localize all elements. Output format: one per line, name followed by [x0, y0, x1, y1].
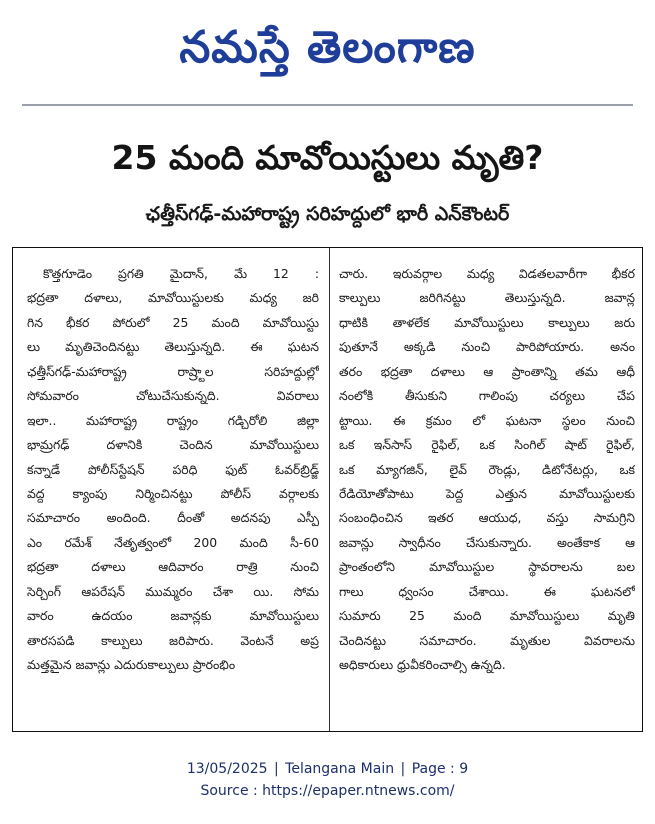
article-text-line: రేడియోతోపాటు పెద్ద ఎత్తున మావోయిస్టులకు [339, 485, 635, 501]
footer-separator: | [274, 761, 279, 777]
article-text-line: చారు. ఇరువర్గాల మధ్య విడతలవారీగా భీకర [339, 266, 635, 281]
article-text-line: పుతూనే అక్కడి నుంచి పారిపోయారు. అనం [339, 339, 635, 355]
article-text-line: కన్నాడే పోలీస్‌స్టేషన్ పరిధి ఫుట్ ఓవర్‌బ్రిడ్జ్ [27, 461, 319, 477]
newspaper-logo: నమస్తే తెలంగాణ [179, 22, 476, 73]
article-subheadline: ఛత్తీస్‌గఢ్-మహారాష్ట్ర సరిహద్దులో భారీ ఎన్‌కౌంటర్ [145, 203, 510, 225]
article-text-line: ఒక ఇన్‌సాస్ రైఫిల్, ఒక సింగిల్ షాట్ రైఫిల్, [339, 437, 635, 453]
masthead-divider [22, 104, 633, 106]
article-text-line: ధాటికి తాళలేక మావోయిస్టులు కాల్పులు జరు [339, 314, 635, 330]
article-text-line: గాలు ధ్వంసం చేశాయి. ఈ ఘటనలో [339, 583, 635, 599]
article-text-line: ప్రాంతంలోని మావోయిస్టుల స్థావరాలను బల [339, 559, 635, 575]
article-text-line: చెందినట్టు సమాచారం. మృతుల వివరాలను [339, 632, 635, 648]
article-text-line: జవాన్లు స్వాధీనం చేసుకున్నారు. అంతేకాక ఆ [339, 534, 635, 550]
article-text-line: ఎం రమేశ్ నేతృత్వంలో 200 మంది సీ-60 [27, 534, 319, 550]
article-text-line: భద్రతా దళాలు, మావోయిస్టులకు మధ్య జరి [27, 290, 319, 306]
article-text-line: లు మృతిచెందినట్టు తెలుస్తున్నది. ఈ ఘటన [27, 339, 319, 355]
article-text-line: సోమవారం చోటుచేసుకున్నది. వివరాలు [27, 388, 319, 404]
footer-edition-line [0, 758, 655, 780]
footer-date: 13/05/2025 [186, 761, 268, 777]
footer-page: Page : 9 [411, 761, 469, 777]
article-text-line: భామ్రగఢ్ దళానికి చెందిన మావోయిస్టులు [27, 437, 319, 453]
article-text-line: వద్ద క్యాంపు నిర్మించినట్టు పోలీస్ వర్గాలకు [27, 485, 319, 501]
article-column-right [339, 262, 635, 677]
article-body [12, 247, 643, 732]
article-text-line: ఇలా.. మహారాష్ట్ర రాష్ట్రం గడ్చిరోలి జిల్లా [27, 412, 319, 428]
footer-separator: | [400, 761, 406, 777]
article-text-line: సుమారు 25 మంది మావోయిస్టులు మృతి [339, 608, 635, 624]
article-text-line: వారం ఉదయం జవాన్లకు మావోయిస్టులు [27, 608, 319, 624]
article-text-line: తరం భద్రతా దళాలు ఆ ప్రాంతాన్ని తమ ఆధీ [339, 363, 635, 379]
article-text-line: అధికారులు ధ్రువీకరించాల్సి ఉన్నది. [339, 657, 506, 672]
article-text-line: తారసపడి కాల్పులు జరిపారు. వెంటనే అప్ర [27, 632, 319, 648]
article-text-line: సంబంధించిన ఇతర ఆయుధ, వస్తు సామగ్రిని [339, 510, 635, 526]
article-column-left [27, 262, 319, 677]
article-text-line: సమాచారం అందింది. దీంతో అదనపు ఎస్పీ [27, 510, 319, 526]
article-text-line: మత్తమైన జవాన్లు ఎదురుకాల్పులు ప్రారంభిం [27, 657, 236, 672]
article-text-line: ఛత్తీస్‌గఢ్-మహారాష్ట్ర రాష్ర్టాల సరిహద్దుల్లో [27, 363, 319, 379]
article-text-line: కాల్పులు జరిగినట్టు తెలుస్తున్నది. జవాన్ల [339, 290, 635, 306]
article-text-line: కొత్తగూడెం ప్రగతి మైదాన్, మే 12 : [43, 266, 319, 281]
article-text-line: ఒక మ్యాగజిన్, లైవ్ రౌండ్లు, డిటోనేటర్లు, ఒక [339, 461, 635, 477]
article-text-line: భద్రతా దళాలు ఆదివారం రాత్రి నుంచి [27, 559, 319, 575]
article-text-line: ట్టాయి. ఈ క్రమం లో ఘటనా స్థలం నుంచి [339, 412, 635, 428]
footer-source: Source : https://epaper.ntnews.com/ [200, 783, 455, 799]
article-text-line: నంలోకి తీసుకుని గాలింపు చర్యలు చేప [339, 388, 635, 404]
footer-edition: Telangana Main [285, 761, 395, 777]
footer [0, 758, 655, 802]
article-text-line: సెర్చింగ్ ఆపరేషన్ ముమ్మరం చేశా యి. సోమ [27, 583, 319, 599]
masthead [0, 0, 655, 104]
article-text-line: గిన భీకర పోరులో 25 మంది మావోయిస్టు [27, 314, 319, 330]
column-divider [329, 248, 330, 731]
article-headline: 25 మంది మావోయిస్టులు మృతి? [111, 138, 544, 177]
